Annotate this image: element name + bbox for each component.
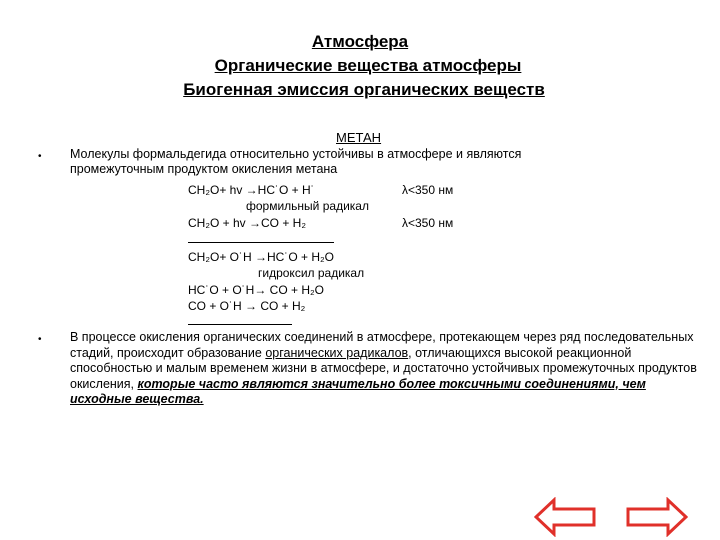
paragraph-2 [70, 330, 700, 408]
reaction-4: HC˙O + O˙H→ CO + H₂O [188, 283, 325, 297]
reaction-2-wavelength: λ<350 нм [402, 216, 454, 230]
divider-1 [188, 242, 334, 243]
reaction-5: CO + O˙H → CO + H₂ [188, 299, 306, 313]
slide-section-heading: Биогенная эмиссия органических веществ [183, 80, 545, 99]
paragraph-1-line-1: Молекулы формальдегида относительно устойчивы в атмосфере и являются [70, 147, 522, 161]
paragraph-1-line-2: промежуточным продуктом окисления метана [70, 162, 338, 176]
reaction-1-wavelength: λ<350 нм [402, 183, 454, 197]
slide-title-block [0, 30, 720, 102]
slide-subtitle: Органические вещества атмосферы [214, 56, 522, 75]
paragraph-2-text-2: , отличающихся высокой реакционной способностью и малым временем жизни в атмосфере, и достаточно устойчивых промежуточных продуктов окисления, [70, 345, 697, 391]
arrow-right-icon[interactable] [626, 497, 688, 537]
paragraph-2-emphasis: которые часто являются значительно более токсичными соединениями, чем исходные вещества. [70, 376, 646, 406]
arrow-left-icon[interactable] [534, 497, 596, 537]
slide-title: Атмосфера [311, 32, 409, 51]
reaction-1-note: формильный радикал [246, 199, 369, 213]
methane-heading: МЕТАН [336, 130, 382, 145]
reaction-3: CH₂O+ O˙H →HC˙O + H₂O [188, 250, 334, 264]
divider-2 [188, 324, 292, 325]
reaction-1: CH₂O+ hv →HC˙O + H˙ [188, 183, 315, 197]
paragraph-1 [70, 147, 521, 177]
reaction-3-note: гидроксил радикал [258, 266, 365, 280]
paragraph-2-radicals-link: органических радикалов [265, 345, 409, 360]
bullet-1: • [38, 151, 42, 162]
paragraph-2-text-1: В процессе окисления органических соединений в атмосфере, протекающем через ряд последовательных стадий, происходит образование [70, 330, 694, 360]
reaction-2: CH₂O + hv →CO + H₂ [188, 216, 307, 230]
bullet-2: • [38, 334, 42, 345]
